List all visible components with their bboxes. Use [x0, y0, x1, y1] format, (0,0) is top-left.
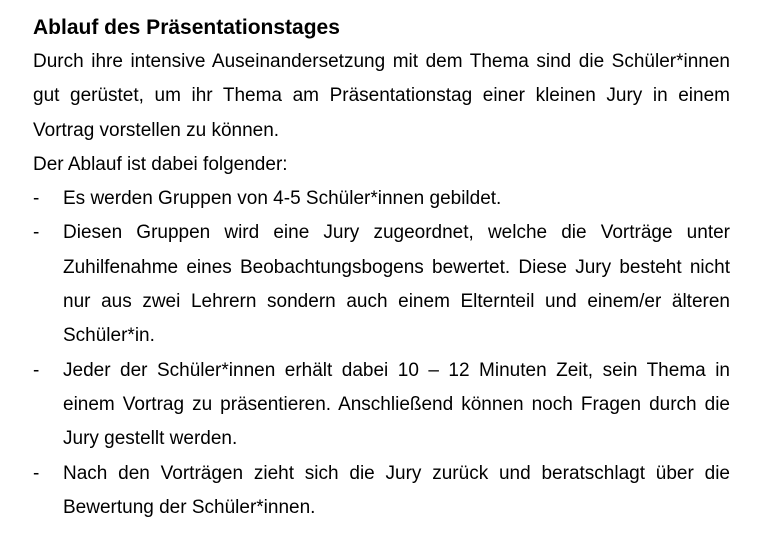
bullet-dash: - — [33, 222, 40, 244]
list-item — [33, 354, 730, 457]
list-item-text[interactable]: Diesen Gruppen wird eine Jury zugeordnet, welche die Vorträge unter Zuhilfenahme eines Beobachtungsbogens bewertet. Diese Jury besteht nicht nur aus zwei Lehrern sondern auch einem Elternteil und einem/er älteren Schüler*in. — [63, 222, 730, 347]
list-item-text[interactable]: Nach den Vorträgen zieht sich die Jury zurück und beratschlagt über die Bewertung der Schüler*innen. — [63, 462, 730, 518]
document-heading: Ablauf des Präsentationstages — [33, 16, 340, 39]
lead-in-paragraph[interactable]: Der Ablauf ist dabei folgender: — [33, 153, 288, 175]
list-item-text[interactable]: Jeder der Schüler*innen erhält dabei 10 – 12 Minuten Zeit, sein Thema in einem Vortrag zu präsentieren. Anschließend können noch Fragen durch die Jury gestellt werden. — [63, 359, 730, 450]
list-item-text[interactable]: Es werden Gruppen von 4-5 Schüler*innen gebildet. — [63, 188, 502, 210]
bullet-dash: - — [33, 462, 40, 484]
bullet-dash: - — [33, 359, 40, 381]
list-item — [33, 182, 730, 216]
document-page — [33, 14, 730, 525]
procedure-list — [33, 182, 730, 525]
bullet-dash: - — [33, 188, 40, 210]
list-item — [33, 216, 730, 353]
intro-paragraph[interactable]: Durch ihre intensive Auseinandersetzung mit dem Thema sind die Schüler*innen gut gerüstet, um ihr Thema am Präsentationstag einer kleinen Jury in einem Vortrag vorstellen zu können. — [33, 51, 730, 141]
list-item — [33, 457, 730, 526]
